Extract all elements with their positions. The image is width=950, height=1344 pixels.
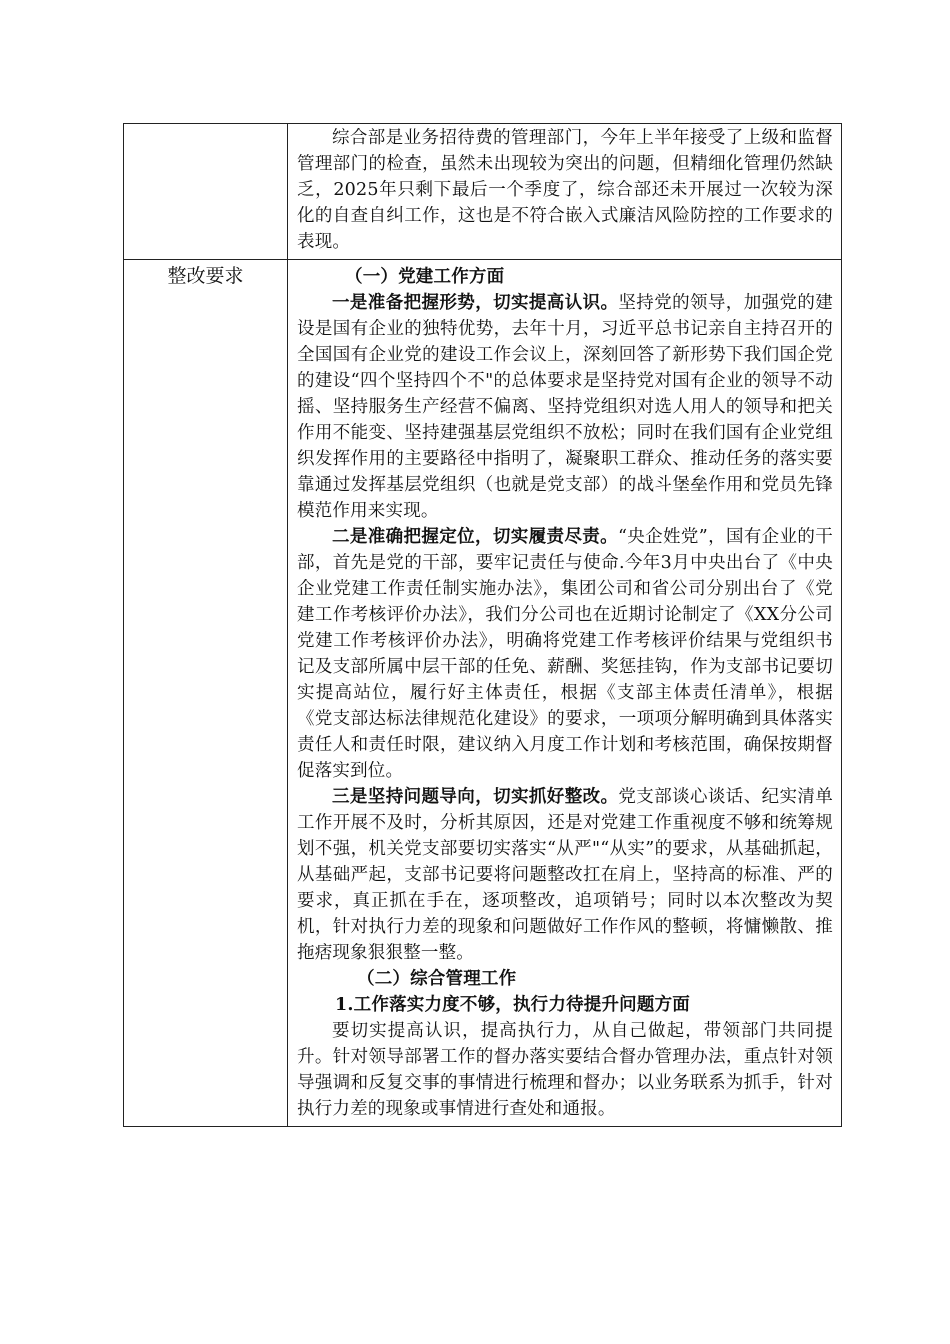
table-row bbox=[124, 260, 842, 1127]
row-content-cell bbox=[288, 124, 842, 260]
table-row bbox=[124, 124, 842, 260]
row-label-cell bbox=[124, 124, 288, 260]
paragraph-item-4: 要切实提高认识，提高执行力，从自己做起，带领部门共同提升。针对领导部署工作的督办落实要结合督办管理办法，重点针对领导强调和反复交事的事情进行梳理和督办；以业务联系为抓手，针对执行力差的现象或事情进行查处和通报。 bbox=[297, 1021, 833, 1119]
paragraph-lead: 三是坚持问题导向，切实抓好整改。 bbox=[332, 787, 619, 807]
section-heading-party-building: （一）党建工作方面 bbox=[345, 267, 505, 287]
paragraph-text: “央企姓党”，国有企业的干部，首先是党的干部，要牢记责任与使命.今年3月中央出台了《中央企业党建工作责任制实施办法》，集团公司和省公司分别出台了《党建工作考核评价办法》，我们分公司也在近期讨论制定了《XX分公司党建工作考核评价办法》，明确将党建工作考核评价结果与党组织书记及支部所属中层干部的任免、薪酬、奖惩挂钩，作为支部书记要切实提高站位，履行好主体责任，根据《支部主体责任清单》，根据《党支部达标法律规范化建设》的要求，一项项分解明确到具体落实责任人和责任时限，建议纳入月度工作计划和考核范围，确保按期督促落实到位。 bbox=[297, 527, 834, 781]
paragraph-text: 党支部谈心谈话、纪实清单工作开展不及时，分析其原因，还是对党建工作重视度不够和统筹规划不强，机关党支部要切实落实“从严"“从实”的要求，从基础抓起，从基础严起，支部书记要将问题整改扛在肩上，坚持高的标准、严的要求，真正抓在手在，逐项整改，追项销号；同时以本次整改为契机，针对执行力差的现象和问题做好工作作风的整顿，将慵懒散、推拖痞现象狠狠整一整。 bbox=[297, 787, 834, 963]
subsection-heading-execution: 1.工作落实力度不够，执行力待提升问题方面 bbox=[335, 995, 690, 1015]
paragraph-item-3 bbox=[297, 784, 833, 966]
paragraph-text: 坚持党的领导，加强党的建设是国有企业的独特优势，去年十月，习近平总书记亲自主持召开的全国国有企业党的建设工作会议上，深刻回答了新形势下我们国企党的建设“四个坚持四个不"的总体要求是坚持党对国有企业的领导不动摇、坚持服务生产经营不偏离、坚持党组织对选人用人的领导和把关作用不能变、坚持建强基层党组织不放松；同时在我们国有企业党组织发挥作用的主要路径中指明了，凝聚职工群众、推动任务的落实要靠通过发挥基层党组织（也就是党支部）的战斗堡垒作用和党员先锋模范作用来实现。 bbox=[297, 293, 834, 521]
paragraph-item-1 bbox=[297, 290, 833, 524]
row-content-cell bbox=[288, 260, 842, 1127]
paragraph-lead: 二是准确把握定位，切实履责尽责。 bbox=[332, 527, 618, 547]
section-heading-general-management: （二）综合管理工作 bbox=[357, 969, 517, 989]
paragraph-lead: 一是准备把握形势，切实提高认识。 bbox=[332, 293, 619, 313]
row-label bbox=[124, 124, 287, 127]
paragraph-item-2 bbox=[297, 524, 833, 784]
rectification-table bbox=[123, 123, 842, 1127]
problem-paragraph: 综合部是业务招待费的管理部门，今年上半年接受了上级和监督管理部门的检查，虽然未出现较为突出的问题，但精细化管理仍然缺乏，2025年只剩下最后一个季度了，综合部还未开展过一次较为深化的自查自纠工作，这也是不符合嵌入式廉洁风险防控的工作要求的表现。 bbox=[297, 128, 833, 252]
row-label-requirements: 整改要求 bbox=[167, 265, 244, 287]
row-label-cell bbox=[124, 260, 288, 1127]
